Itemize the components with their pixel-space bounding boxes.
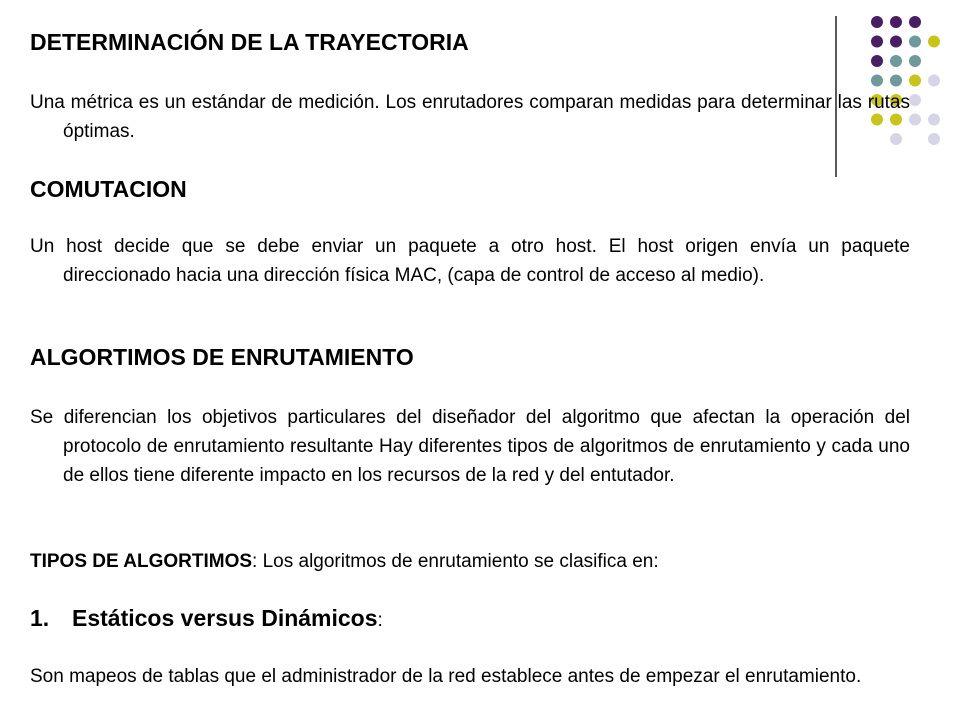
item-colon: : <box>377 610 383 631</box>
decorative-dot <box>890 75 902 87</box>
decorative-dot <box>890 55 902 67</box>
decorative-dot <box>871 75 883 87</box>
tipos-label: TIPOS DE ALGORTIMOS <box>30 551 253 572</box>
tipos-text: : Los algoritmos de enrutamiento se clasifica en: <box>252 551 659 572</box>
decorative-dot <box>909 94 921 106</box>
paragraph-trayectoria: Una métrica es un estándar de medición. Los enrutadores comparan medidas para determinar las rutas óptimas. <box>30 92 910 142</box>
decorative-dot <box>909 75 921 87</box>
paragraph-tipos <box>30 547 910 576</box>
numbered-heading-estaticos <box>30 604 383 635</box>
decorative-dot <box>909 114 921 126</box>
heading-comutacion: COMUTACION <box>30 176 187 202</box>
decorative-dot <box>909 16 921 28</box>
decorative-dot <box>909 55 921 67</box>
decorative-dot <box>928 114 940 126</box>
decorative-dot <box>871 16 883 28</box>
heading-algoritmos: ALGORTIMOS DE ENRUTAMIENTO <box>30 344 414 370</box>
decorative-dot <box>890 36 902 48</box>
item-number: 1. <box>30 605 50 631</box>
item-title: Estáticos versus Dinámicos <box>72 605 378 631</box>
paragraph-algoritmos: Se diferencian los objetivos particulares del diseñador del algoritmo que afectan la operación del protocolo de enrutamiento resultante Hay diferentes tipos de algoritmos de enrutamiento y cada uno de ellos tiene diferente impacto en los recursos de la red y del entutador. <box>30 407 910 486</box>
decorative-dot <box>909 36 921 48</box>
paragraph-comutacion: Un host decide que se debe enviar un paquete a otro host. El host origen envía un paquete direccionado hacia una dirección física MAC, (capa de control de acceso al medio). <box>30 236 910 286</box>
decorative-dot <box>871 36 883 48</box>
decorative-dot <box>890 16 902 28</box>
decorative-dot <box>928 133 940 145</box>
decorative-dot <box>928 36 940 48</box>
decorative-dot <box>928 75 940 87</box>
paragraph-estaticos: Son mapeos de tablas que el administrador de la red establece antes de empezar el enrutamiento. <box>30 666 862 687</box>
heading-trayectoria: DETERMINACIÓN DE LA TRAYECTORIA <box>30 29 469 55</box>
decorative-dot <box>871 55 883 67</box>
